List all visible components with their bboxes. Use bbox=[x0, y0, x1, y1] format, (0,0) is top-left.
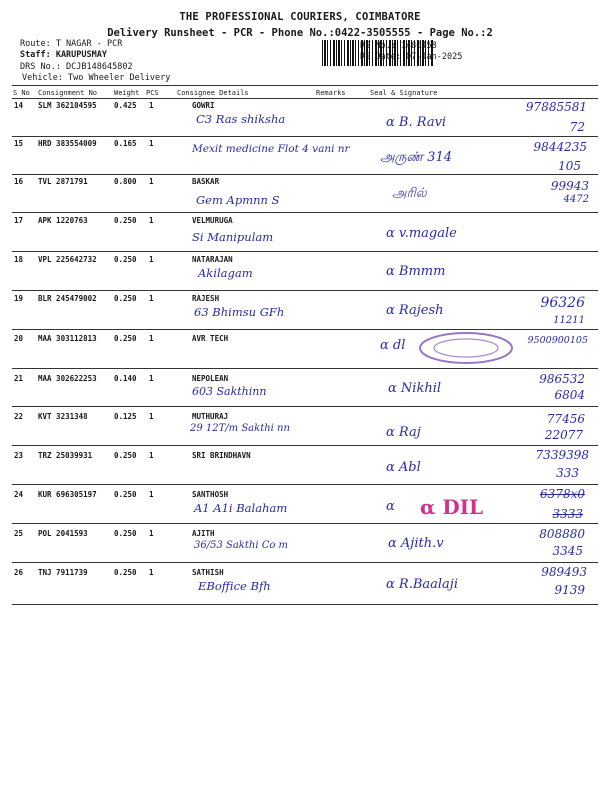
row-phone-extra: 11211 bbox=[553, 315, 585, 326]
row-phone-extra: 3333 bbox=[552, 507, 583, 521]
row-handwritten-address: 63 Bhimsu GFh bbox=[194, 305, 285, 319]
row-sno: 15 bbox=[14, 139, 24, 148]
row-divider bbox=[12, 523, 598, 524]
row-weight: 0.125 bbox=[114, 412, 137, 421]
company-title: THE PROFESSIONAL COURIERS, COIMBATORE bbox=[179, 11, 421, 23]
row-handwritten-address: Mexit medicine Flot 4 vani nr bbox=[192, 143, 350, 155]
row-sno: 21 bbox=[14, 374, 24, 383]
row-consignee-name: GOWRI bbox=[192, 101, 215, 110]
row-handwritten-address: Si Manipulam bbox=[192, 230, 274, 244]
row-consignee-name: SRI BRINDHAVN bbox=[192, 451, 251, 460]
row-phone-extra: 105 bbox=[558, 159, 581, 173]
row-sno: 23 bbox=[14, 451, 24, 460]
row-pcs: 1 bbox=[149, 139, 154, 148]
row-consignment: KVT 3231348 bbox=[38, 412, 88, 421]
row-phone: 6378x0 bbox=[540, 487, 585, 501]
row-signature: α Ajith.v bbox=[388, 536, 444, 551]
row-consignment: HRD 383554009 bbox=[38, 139, 97, 148]
row-sno: 24 bbox=[14, 490, 24, 499]
row-pcs: 1 bbox=[149, 255, 154, 264]
row-handwritten-address: C3 Ras shiksha bbox=[196, 112, 286, 126]
row-phone-extra: 22077 bbox=[544, 428, 583, 442]
row-divider bbox=[12, 484, 598, 485]
drs-label: DRS No.: DCJB148645802 bbox=[20, 62, 133, 72]
row-signature: α Nikhil bbox=[388, 381, 442, 396]
row-sno: 22 bbox=[14, 412, 24, 421]
row-signature: அரில் bbox=[392, 186, 427, 201]
row-signature: α Bmmm bbox=[386, 264, 446, 279]
row-handwritten-address: EBoffice Bfh bbox=[198, 579, 271, 593]
row-signature: α DIL bbox=[420, 495, 484, 519]
row-phone: 96326 bbox=[540, 295, 585, 311]
row-phone: 7339398 bbox=[535, 448, 589, 462]
row-consignee-name: AJITH bbox=[192, 529, 215, 538]
row-consignment: BLR 245479002 bbox=[38, 294, 97, 303]
col-header-pcs: PCS bbox=[146, 89, 159, 97]
row-signature: α dl bbox=[380, 338, 406, 353]
row-consignee-name: NEPOLEAN bbox=[192, 374, 229, 383]
row-phone: 9500900105 bbox=[527, 335, 588, 346]
row-phone: 986532 bbox=[539, 372, 585, 386]
row-handwritten-address: 29 12T/m Sakthi nn bbox=[190, 423, 290, 434]
vehicle-label: Vehicle: Two Wheeler Delivery bbox=[22, 73, 171, 83]
row-phone-extra: 4472 bbox=[563, 194, 589, 205]
row-consignee-name: SATHISH bbox=[192, 568, 224, 577]
row-signature: α B. Ravi bbox=[386, 115, 447, 130]
row-phone: 989493 bbox=[541, 565, 587, 579]
row-handwritten-address: Akilagam bbox=[198, 266, 253, 280]
row-signature: α Raj bbox=[386, 425, 421, 440]
row-consignee-name: MUTHURAJ bbox=[192, 412, 229, 421]
col-header-remarks: Remarks bbox=[316, 89, 346, 97]
staff-label: Staff: KARUPUSMAY bbox=[20, 50, 107, 60]
row-consignment: MAA 302622253 bbox=[38, 374, 97, 383]
row-phone-extra: 3345 bbox=[552, 544, 583, 558]
row-consignee-name: VELMURUGA bbox=[192, 216, 233, 225]
row-divider bbox=[12, 136, 598, 137]
row-phone: 9844235 bbox=[533, 140, 587, 154]
row-phone: 99943 bbox=[550, 179, 589, 193]
row-phone-extra: 333 bbox=[556, 466, 579, 480]
row-phone-extra: 6804 bbox=[554, 388, 585, 402]
row-pcs: 1 bbox=[149, 177, 154, 186]
table-header-rule bbox=[12, 98, 598, 99]
row-consignee-name: AVR TECH bbox=[192, 334, 229, 343]
row-sno: 25 bbox=[14, 529, 24, 538]
row-sno: 16 bbox=[14, 177, 24, 186]
row-consignment: TRZ 25039931 bbox=[38, 451, 93, 460]
row-divider bbox=[12, 445, 598, 446]
row-consignee-name: NATARAJAN bbox=[192, 255, 233, 264]
row-sno: 26 bbox=[14, 568, 24, 577]
row-weight: 0.250 bbox=[114, 568, 137, 577]
row-pcs: 1 bbox=[149, 101, 154, 110]
row-consignment: TNJ 7911739 bbox=[38, 568, 88, 577]
row-signature: அருண் 314 bbox=[380, 150, 452, 165]
row-pcs: 1 bbox=[149, 216, 154, 225]
row-consignment: KUR 696305197 bbox=[38, 490, 97, 499]
row-sno: 14 bbox=[14, 101, 24, 110]
row-consignment: TVL 2871791 bbox=[38, 177, 88, 186]
row-weight: 0.250 bbox=[114, 451, 137, 460]
rs-number: RS No.: 1486458 bbox=[360, 41, 437, 51]
row-sno: 19 bbox=[14, 294, 24, 303]
row-divider bbox=[12, 174, 598, 175]
row-consignee-name: BASKAR bbox=[192, 177, 220, 186]
row-weight: 0.140 bbox=[114, 374, 137, 383]
row-pcs: 1 bbox=[149, 374, 154, 383]
row-divider bbox=[12, 406, 598, 407]
row-sno: 18 bbox=[14, 255, 24, 264]
row-signature: α v.magale bbox=[386, 226, 457, 241]
row-consignment: SLM 362104595 bbox=[38, 101, 97, 110]
row-consignment: MAA 303112813 bbox=[38, 334, 97, 343]
row-pcs: 1 bbox=[149, 451, 154, 460]
row-sno: 20 bbox=[14, 334, 24, 343]
row-divider bbox=[12, 212, 598, 213]
row-pcs: 1 bbox=[149, 568, 154, 577]
row-phone-extra: 9139 bbox=[554, 583, 585, 597]
row-consignee-name: SANTHOSH bbox=[192, 490, 229, 499]
col-header-consignment: Consignment No bbox=[38, 89, 98, 97]
row-consignment: VPL 225642732 bbox=[38, 255, 97, 264]
row-weight: 0.800 bbox=[114, 177, 137, 186]
row-phone: 97885581 bbox=[525, 100, 587, 114]
col-header-sno: S No bbox=[13, 89, 30, 97]
row-handwritten-address: 36/53 Sakthi Co m bbox=[194, 540, 289, 551]
row-pcs: 1 bbox=[149, 412, 154, 421]
row-weight: 0.250 bbox=[114, 529, 137, 538]
col-header-weight: Weight bbox=[114, 89, 140, 97]
row-weight: 0.250 bbox=[114, 216, 137, 225]
row-phone: 808880 bbox=[539, 527, 585, 541]
row-phone: 77456 bbox=[546, 412, 585, 426]
row-divider bbox=[12, 290, 598, 291]
row-handwritten-address: 603 Sakthinn bbox=[192, 385, 267, 398]
row-weight: 0.250 bbox=[114, 490, 137, 499]
row-pcs: 1 bbox=[149, 294, 154, 303]
col-header-consignee: Consignee Details bbox=[177, 89, 249, 97]
row-divider bbox=[12, 562, 598, 563]
row-pcs: 1 bbox=[149, 529, 154, 538]
row-sno: 17 bbox=[14, 216, 24, 225]
row-consignment: APK 1220763 bbox=[38, 216, 88, 225]
col-header-signature: Seal & Signature bbox=[370, 89, 438, 97]
rs-date: RS Date: 07-Jan-2025 bbox=[360, 52, 463, 62]
route-label: Route: T NAGAR - PCR bbox=[20, 39, 123, 49]
row-handwritten-address: A1 A1i Balaham bbox=[194, 501, 288, 515]
row-divider bbox=[12, 368, 598, 369]
runsheet-subtitle: Delivery Runsheet - PCR - Phone No.:0422-3505555 - Page No.:2 bbox=[107, 27, 493, 39]
row-signature-alpha: α bbox=[386, 499, 395, 514]
table-top-rule bbox=[12, 85, 598, 86]
row-signature: α Rajesh bbox=[386, 303, 444, 318]
row-weight: 0.250 bbox=[114, 294, 137, 303]
row-pcs: 1 bbox=[149, 334, 154, 343]
row-signature: α R.Baalaji bbox=[386, 577, 458, 592]
row-divider bbox=[12, 251, 598, 252]
row-consignment: POL 2041593 bbox=[38, 529, 88, 538]
row-pcs: 1 bbox=[149, 490, 154, 499]
row-signature: α Abl bbox=[386, 460, 421, 475]
row-weight: 0.250 bbox=[114, 334, 137, 343]
row-consignee-name: RAJESH bbox=[192, 294, 220, 303]
row-handwritten-address: Gem Apmnn S bbox=[196, 193, 280, 207]
table-bottom-rule bbox=[12, 604, 598, 605]
row-phone-extra: 72 bbox=[569, 120, 585, 134]
row-weight: 0.165 bbox=[114, 139, 137, 148]
row-weight: 0.250 bbox=[114, 255, 137, 264]
row-weight: 0.425 bbox=[114, 101, 137, 110]
